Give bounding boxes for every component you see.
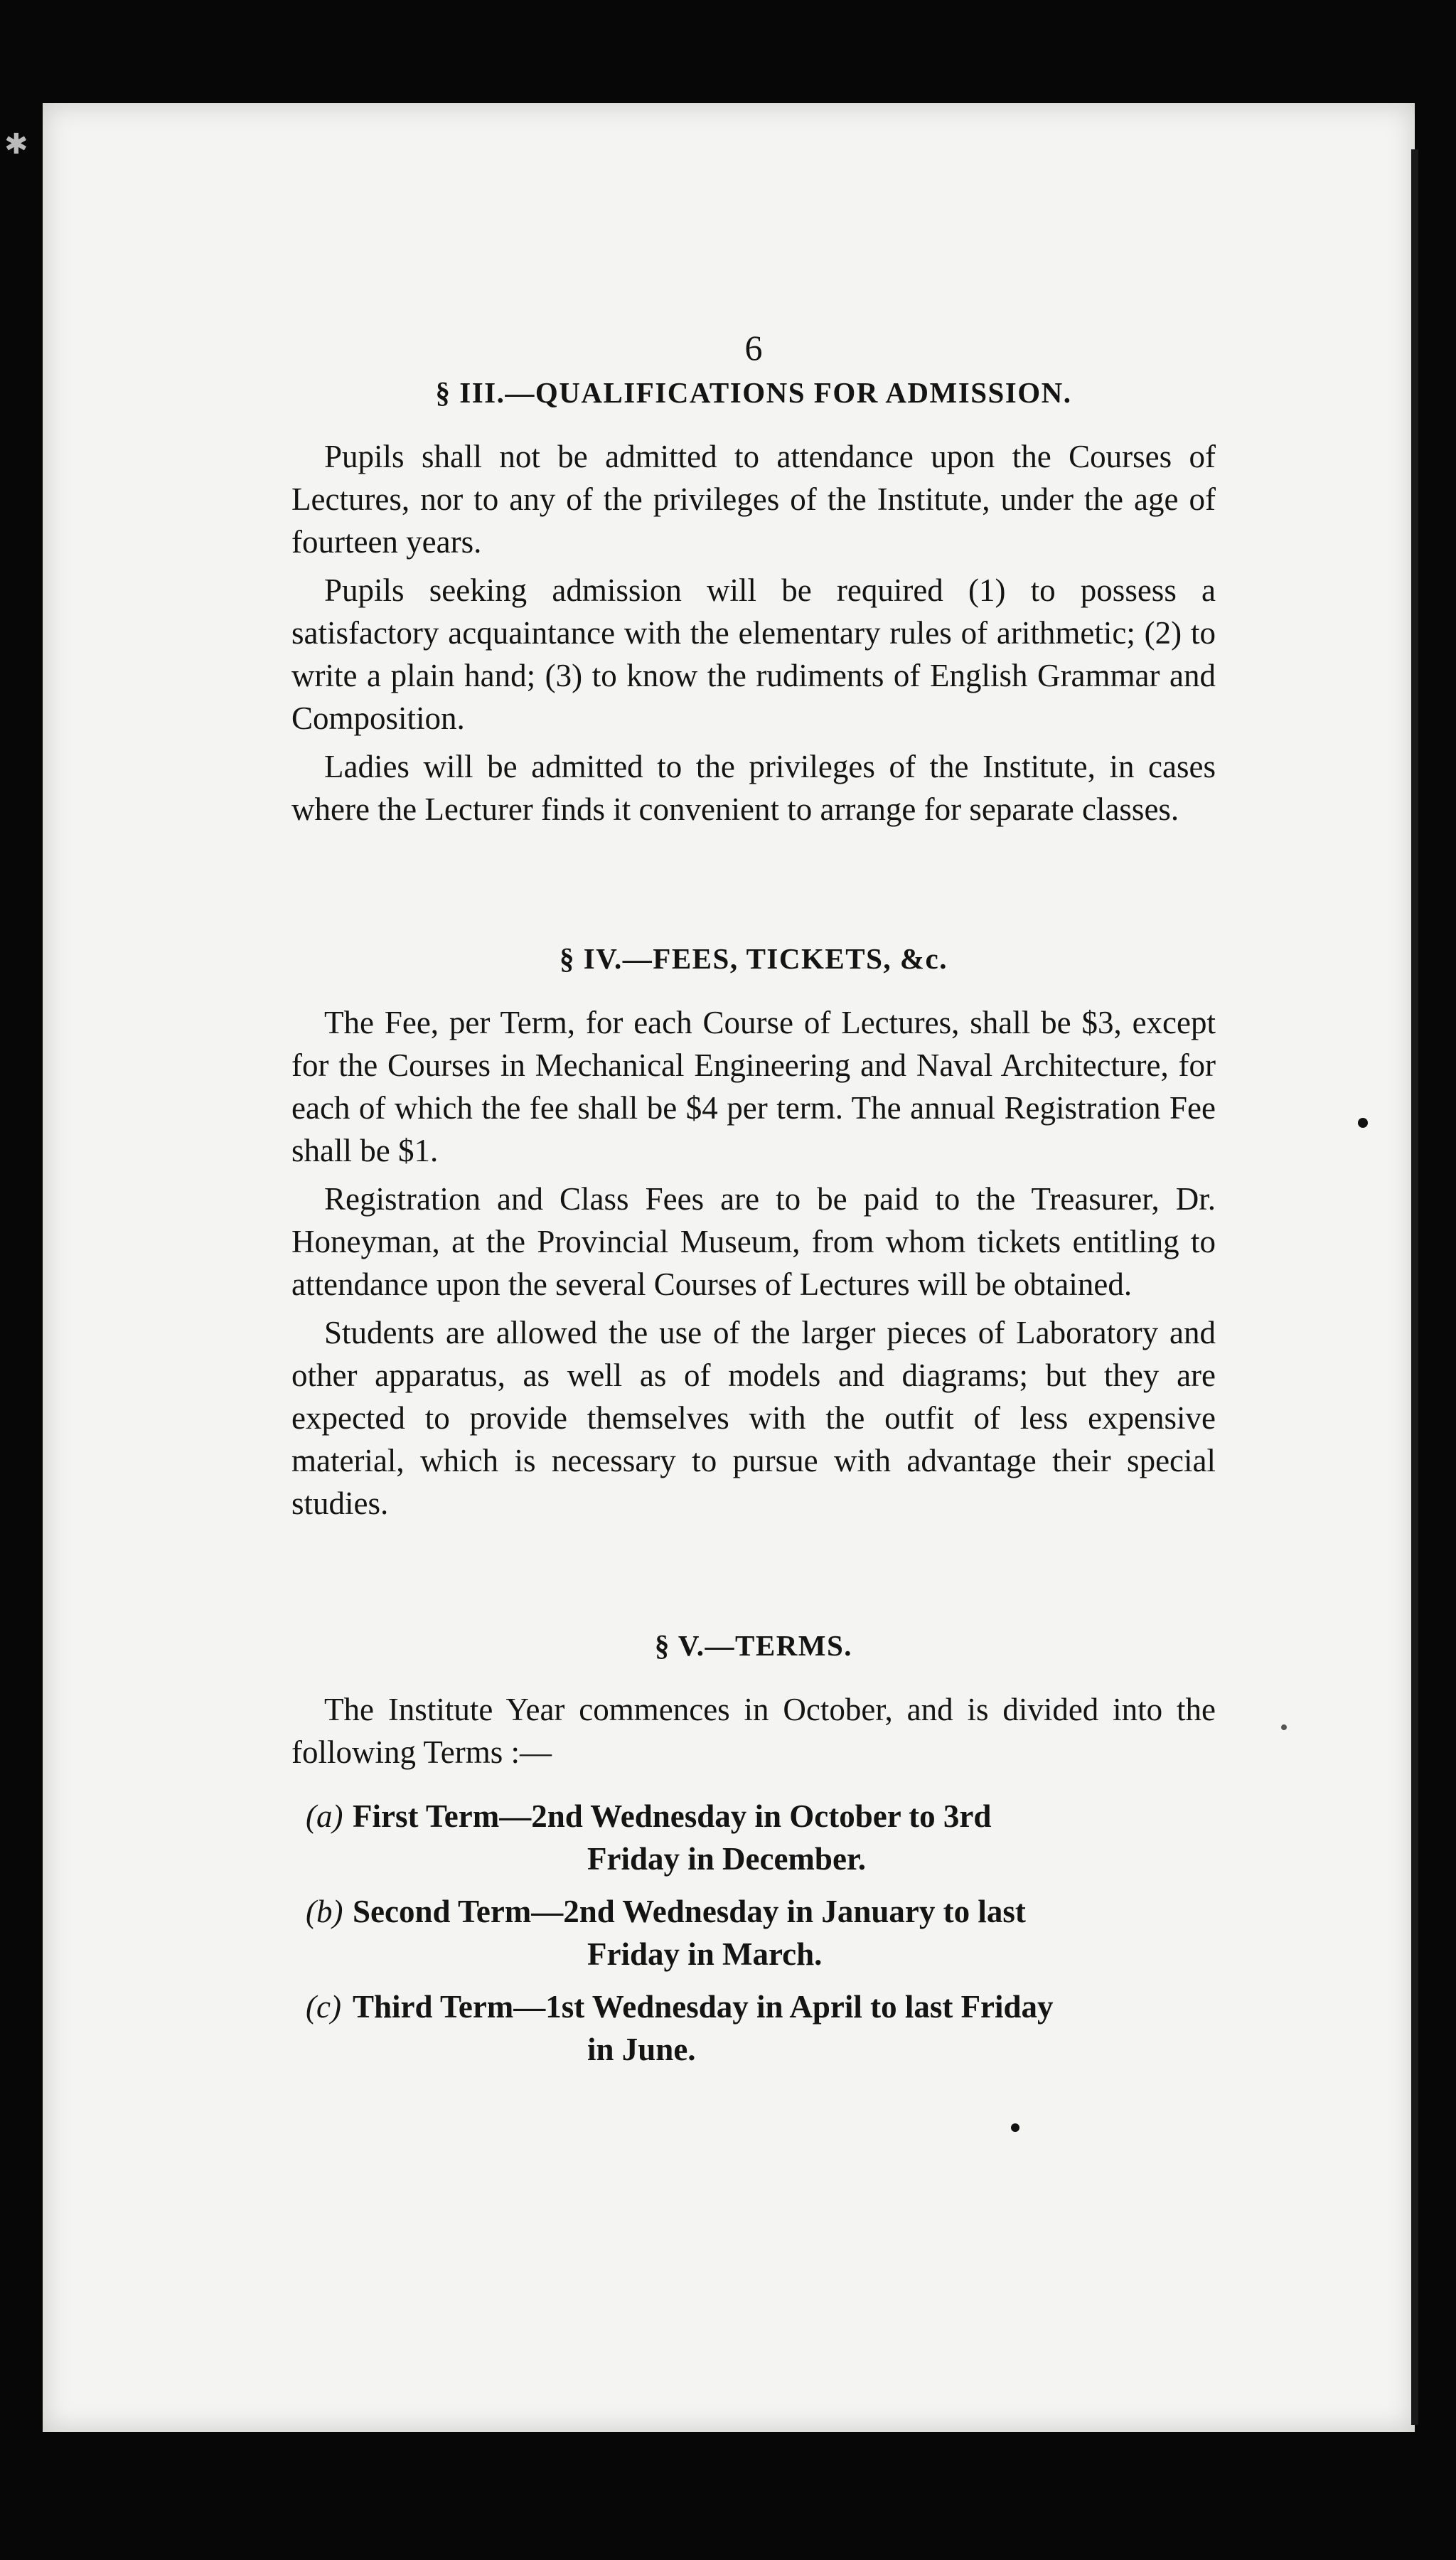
section-heading: § V.—TERMS. bbox=[654, 1629, 853, 1662]
paragraph: Students are allowed the use of the larger pieces of Laboratory and other apparatus, as well as of models and diagrams; but they are expected to provide themselves with the outfit of less expensive material, which is necessary to pursue with advantage their special studies. bbox=[291, 1315, 1216, 1521]
paragraph: Pupils seeking admission will be required (1) to possess a satisfactory acquaintance with the elementary rules of arithmetic; (2) to write a plain hand; (3) to know the rudiments of English Grammar and Composition. bbox=[291, 572, 1216, 736]
page-content bbox=[291, 299, 1216, 2081]
paragraph: Registration and Class Fees are to be paid to the Treasurer, Dr. Honeyman, at the Provincial Museum, from whom tickets entitling to attendance upon the several Courses of Lectures will be obtained. bbox=[291, 1181, 1216, 1302]
term-item bbox=[291, 1795, 1216, 1880]
term-line: in June. bbox=[587, 2032, 696, 2067]
term-item bbox=[291, 1985, 1216, 2071]
term-item bbox=[291, 1890, 1216, 1975]
term-marker: (c) bbox=[306, 1989, 341, 2025]
section-qualifications bbox=[291, 375, 1216, 831]
paragraph: Pupils shall not be admitted to attendance upon the Courses of Lectures, nor to any of the privileges of the Institute, under the age of fourteen years. bbox=[291, 439, 1216, 560]
ink-speck bbox=[1011, 2123, 1019, 2132]
term-line: Friday in March. bbox=[587, 1936, 823, 1972]
term-line: Friday in December. bbox=[587, 1841, 867, 1877]
ink-speck bbox=[1358, 1118, 1368, 1128]
paragraph: Ladies will be admitted to the privileges of the Institute, in cases where the Lecturer finds it convenient to arrange for separate classes. bbox=[291, 749, 1216, 827]
term-line: Third Term—1st Wednesday in April to last Friday bbox=[353, 1989, 1054, 2025]
page-number: 6 bbox=[744, 328, 763, 368]
section-fees bbox=[291, 942, 1216, 1525]
paragraph: The Fee, per Term, for each Course of Lectures, shall be $3, except for the Courses in Mechanical Engineering and Naval Architecture, for each of which the fee shall be $4 per term. The annual Registration Fee shall be $1. bbox=[291, 1005, 1216, 1168]
section-heading: § IV.—FEES, TICKETS, &c. bbox=[560, 942, 948, 975]
term-line: First Term—2nd Wednesday in October to 3rd bbox=[353, 1798, 992, 1834]
term-marker: (b) bbox=[306, 1894, 343, 1929]
term-list bbox=[291, 1795, 1216, 2071]
section-heading: § III.—QUALIFICATIONS FOR ADMISSION. bbox=[435, 376, 1072, 409]
page-edge-shadow bbox=[1411, 149, 1418, 2425]
section-terms bbox=[291, 1628, 1216, 2071]
scan-artifact-mark: ✱ bbox=[4, 128, 28, 161]
paragraph: The Institute Year commences in October, and is divided into the following Terms :— bbox=[291, 1692, 1216, 1770]
term-marker: (a) bbox=[306, 1798, 343, 1834]
term-line: Second Term—2nd Wednesday in January to last bbox=[353, 1894, 1026, 1929]
ink-speck bbox=[1281, 1724, 1287, 1730]
